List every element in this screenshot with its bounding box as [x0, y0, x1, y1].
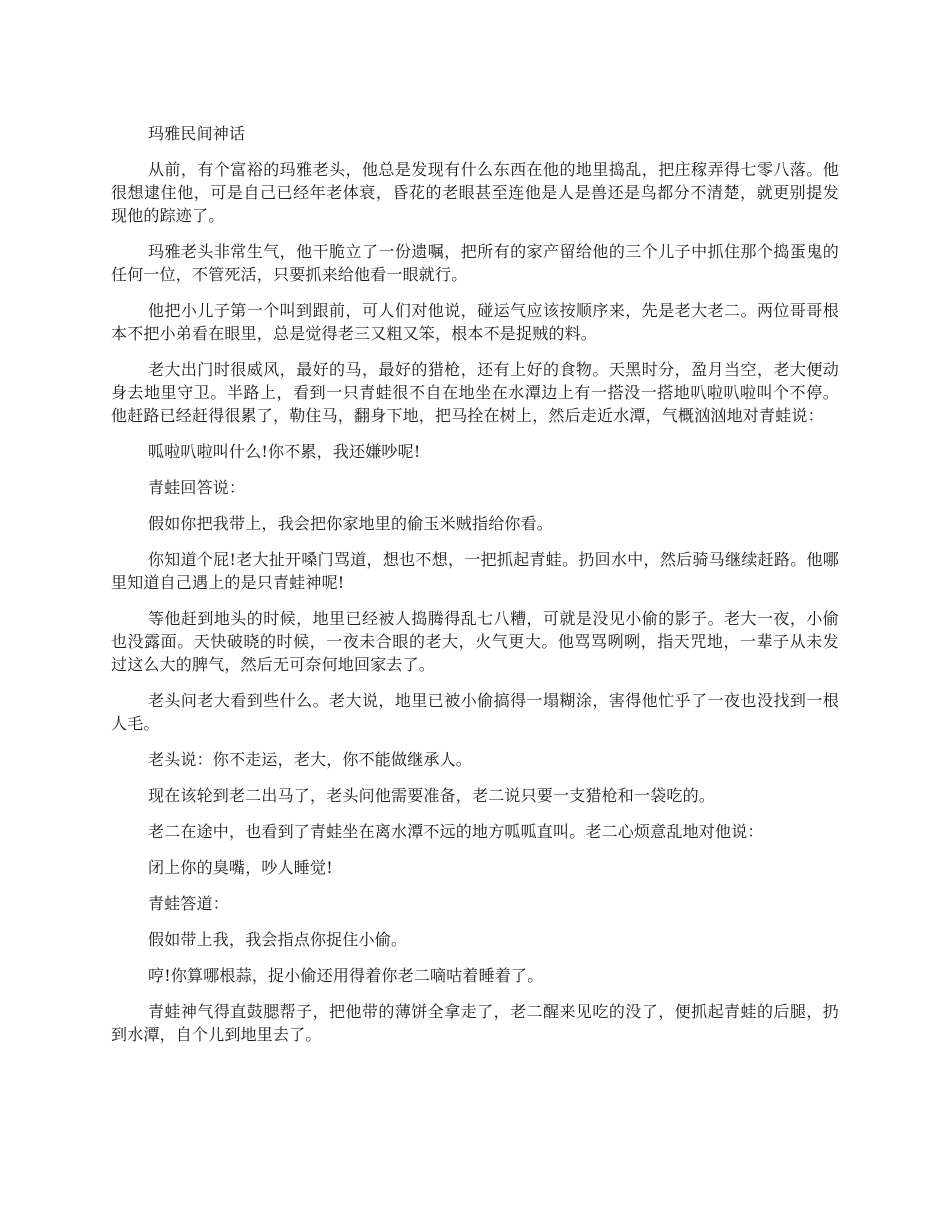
paragraph-2: 玛雅老头非常生气，他干脆立了一份遗嘱，把所有的家产留给他的三个儿子中抓住那个捣蛋鬼的任何一位，不管死活，只要抓来给他看一眼就行。 [111, 242, 839, 284]
paragraph-3: 他把小儿子第一个叫到跟前，可人们对他说，碰运气应该按顺序来，先是老大老二。两位哥哥根本不把小弟看在眼里，总是觉得老三又粗又笨，根本不是捉贼的料。 [111, 301, 839, 343]
paragraph-16: 假如带上我，我会指点你捉住小偷。 [148, 930, 408, 949]
document-title: 玛雅民间神话 [148, 124, 246, 143]
paragraph-4: 老大出门时很威风，最好的马，最好的猎枪，还有上好的食物。天黑时分，盈月当空，老大便动身去地里守卫。半路上，看到一只青蛙很不自在地坐在水潭边上有一搭没一搭地叭啦叭啦叫个不停。他赶路已经赶得很累了，勒住马，翻身下地，把马拴在树上，然后走近水潭，气概汹汹地对青蛙说： [111, 360, 839, 425]
paragraph-14: 闭上你的臭嘴，吵人睡觉! [148, 858, 333, 877]
paragraph-7: 假如你把我带上，我会把你家地里的偷玉米贼指给你看。 [148, 514, 554, 533]
paragraph-18: 青蛙神气得直鼓腮帮子，把他带的薄饼全拿走了，老二醒来见吃的没了，便抓起青蛙的后腿，扔到水潭，自个儿到地里去了。 [111, 1002, 839, 1044]
paragraph-6: 青蛙回答说： [148, 478, 246, 497]
paragraph-11: 老头说：你不走运，老大，你不能做继承人。 [148, 750, 473, 769]
paragraph-9: 等他赶到地头的时候，地里已经被人捣腾得乱七八糟，可就是没见小偷的影子。老大一夜，小偷也没露面。天快破晓的时候，一夜未合眼的老大，火气更大。他骂骂咧咧，指天咒地，一辈子从未发过这么大的脾气，然后无可奈何地回家去了。 [111, 609, 839, 674]
paragraph-12: 现在该轮到老二出马了，老头问他需要准备，老二说只要一支猎枪和一袋吃的。 [148, 786, 716, 805]
paragraph-1: 从前，有个富裕的玛雅老头，他总是发现有什么东西在他的地里捣乱，把庄稼弄得七零八落。他很想逮住他，可是自己已经年老体衰，昏花的老眼甚至连他是人是兽还是鸟都分不清楚，就更别提发现他的踪迹了。 [111, 160, 839, 225]
paragraph-17: 哼!你算哪根蒜，捉小偷还用得着你老二嘀咕着睡着了。 [148, 966, 544, 985]
paragraph-8: 你知道个屁!老大扯开嗓门骂道，想也不想，一把抓起青蛙。扔回水中，然后骑马继续赶路。他哪里知道自己遇上的是只青蛙神呢! [111, 550, 839, 592]
paragraph-5: 呱啦叭啦叫什么!你不累，我还嫌吵呢! [148, 442, 421, 461]
paragraph-15: 青蛙答道： [148, 894, 230, 913]
paragraph-13: 老二在途中，也看到了青蛙坐在离水潭不远的地方呱呱直叫。老二心烦意乱地对他说： [148, 822, 764, 841]
document-page [111, 122, 839, 1059]
paragraph-10: 老头问老大看到些什么。老大说，地里已被小偷搞得一塌糊涂，害得他忙乎了一夜也没找到一根人毛。 [111, 691, 839, 733]
